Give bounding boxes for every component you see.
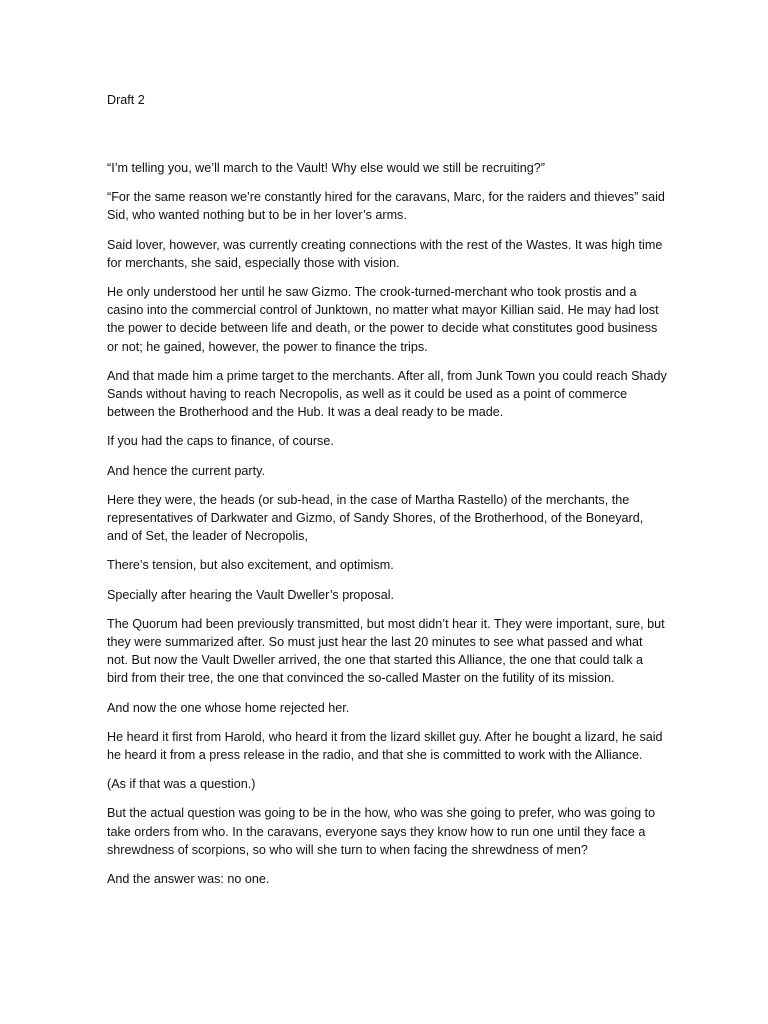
paragraph-1: “I’m telling you, we’ll march to the Vault! Why else would we still be recruiting?” (107, 161, 545, 175)
paragraph-15: But the actual question was going to be in the how, who was she going to prefer, who was going to take orders from who. In the caravans, everyone says they know how to run one until they face a shrewdness of scorpions, so who will she turn to when facing the shrewdness of men? (107, 806, 656, 857)
paragraph-8: Here they were, the heads (or sub-head, in the case of Martha Rastello) of the merchants, the representatives of Darkwater and Gizmo, of Sandy Shores, of the Brotherhood, of the Boneyard, and of Set, the leader of Necropolis, (107, 492, 644, 544)
paragraph-10: Specially after hearing the Vault Dweller’s proposal. (107, 587, 395, 602)
document-title: Draft 2 (107, 93, 145, 107)
paragraph-9: There’s tension, but also excitement, and optimism. (107, 558, 394, 573)
paragraph-13: He heard it first from Harold, who heard it from the lizard skillet guy. After he bought a lizard, he said he heard it from a press release in the radio, and that she is committed to work with the Alliance. (107, 729, 663, 763)
paragraph-3: Said lover, however, was currently creating connections with the rest of the Wastes. It was high time for merchants, she said, especially those with vision. (107, 237, 663, 270)
paragraph-6: If you had the caps to finance, of course. (107, 434, 334, 449)
paragraph-14: (As if that was a question.) (107, 777, 256, 792)
paragraph-16: And the answer was: no one. (107, 872, 270, 887)
paragraph-4: He only understood her until he saw Gizmo. The crook-turned-merchant who took prostis and a casino into the commercial control of Junktown, no matter what mayor Killian said. He may had lost the power to decide between life and death, or the power to decide what constitutes good business or not; he gained, however, the power to finance the trips. (107, 285, 659, 354)
document-page (107, 91, 667, 899)
paragraph-12: And now the one whose home rejected her. (107, 700, 350, 715)
paragraph-5: And that made him a prime target to the merchants. After all, from Junk Town you could reach Shady Sands without having to reach Necropolis, as well as it could be used as a point of commerce between the Brotherhood and the Hub. It was a deal ready to be made. (107, 368, 667, 420)
paragraph-7: And hence the current party. (107, 463, 265, 478)
paragraph-2: “For the same reason we’re constantly hired for the caravans, Marc, for the raiders and thieves” said Sid, who wanted nothing but to be in her lover’s arms. (107, 190, 665, 223)
paragraph-11: The Quorum had been previously transmitted, but most didn’t hear it. They were important, sure, but they were summarized after. So must just hear the last 20 minutes to see what passed and what not. But now the Vault Dweller arrived, the one that started this Alliance, the one that could talk a bird from their tree, the one that convinced the so-called Master on the futility of its mission. (107, 616, 665, 686)
